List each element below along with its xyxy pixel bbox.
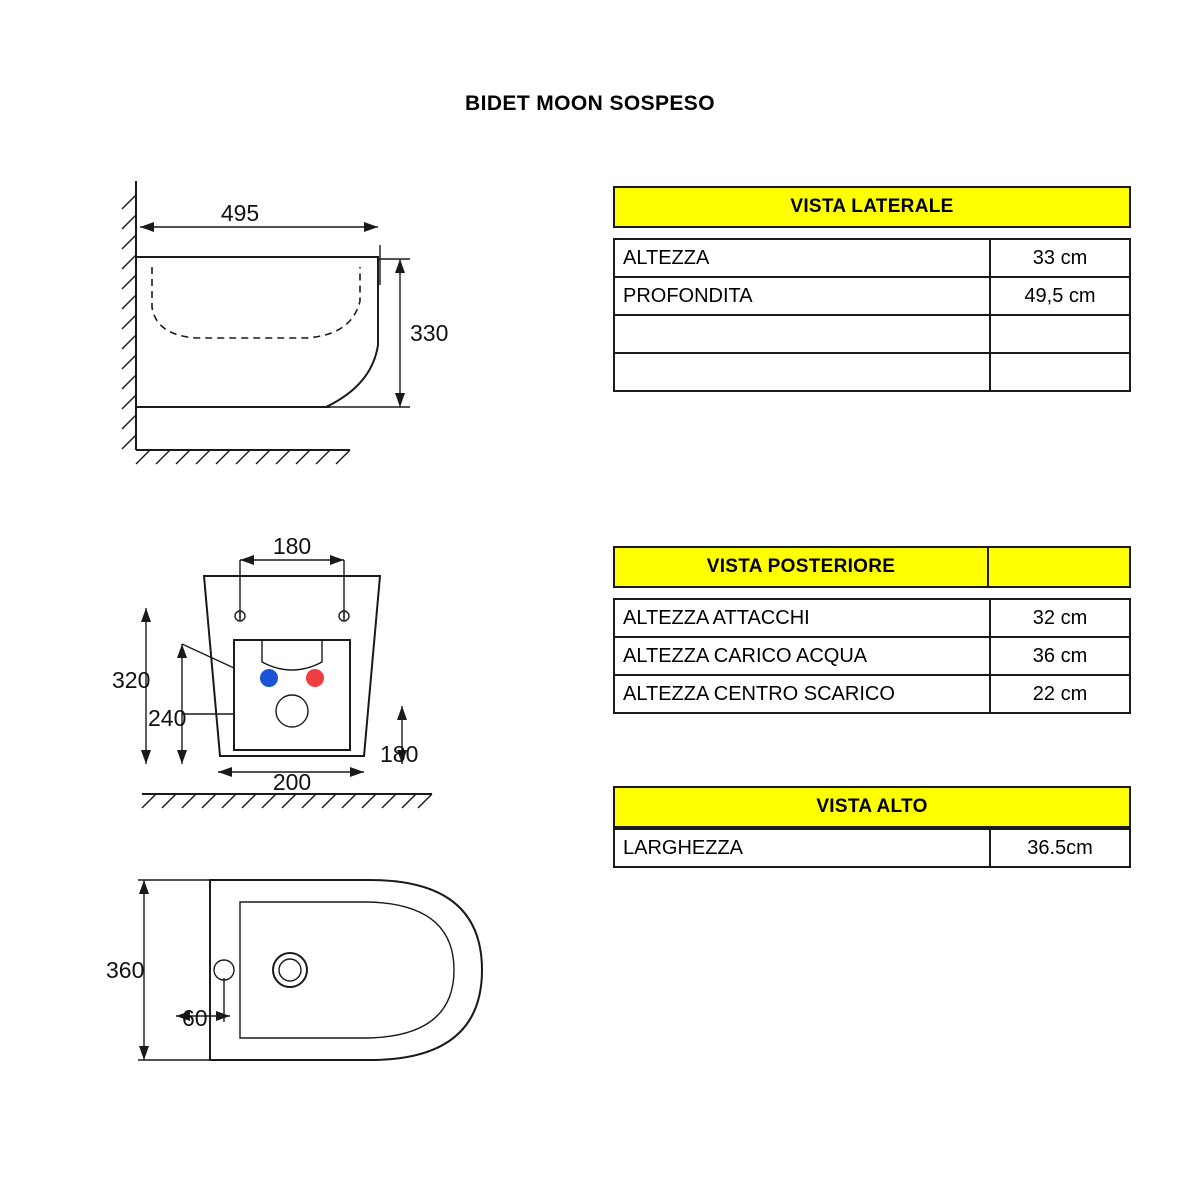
row-label: ALTEZZA CARICO ACQUA — [614, 637, 990, 675]
page-title: BIDET MOON SOSPESO — [465, 92, 715, 115]
svg-text:60: 60 — [182, 1005, 208, 1031]
table-header-side-cell — [987, 548, 1129, 586]
row-value: 32 cm — [990, 599, 1130, 637]
table-row — [614, 829, 1130, 867]
table-vista-alto — [613, 786, 1131, 868]
table-header-label: VISTA LATERALE — [790, 196, 954, 217]
table-header-vista-posteriore — [613, 546, 1131, 588]
row-value: 33 cm — [990, 239, 1130, 277]
svg-text:180: 180 — [380, 741, 419, 767]
svg-text:360: 360 — [106, 957, 145, 983]
spec-table-vista-laterale — [613, 238, 1131, 392]
table-header-label: VISTA ALTO — [816, 796, 928, 817]
table-vista-laterale — [613, 186, 1131, 392]
rear-view-drawing — [112, 528, 472, 828]
table-row — [614, 277, 1130, 315]
spec-table-vista-posteriore — [613, 598, 1131, 714]
row-label: ALTEZZA CENTRO SCARICO — [614, 675, 990, 713]
row-value: 22 cm — [990, 675, 1130, 713]
row-label: PROFONDITA — [614, 277, 990, 315]
row-label: ALTEZZA — [614, 239, 990, 277]
row-value — [990, 353, 1130, 391]
svg-text:200: 200 — [272, 769, 312, 795]
table-vista-posteriore — [613, 546, 1131, 714]
top-view-drawing — [100, 860, 500, 1100]
row-label — [614, 353, 990, 391]
row-label: LARGHEZZA — [614, 829, 990, 867]
table-row — [614, 599, 1130, 637]
spec-table-vista-alto — [613, 828, 1131, 868]
row-value: 36 cm — [990, 637, 1130, 675]
row-value — [990, 315, 1130, 353]
table-header-vista-alto — [613, 786, 1131, 828]
row-label: ALTEZZA ATTACCHI — [614, 599, 990, 637]
table-row — [614, 315, 1130, 353]
table-row — [614, 239, 1130, 277]
svg-text:330: 330 — [410, 320, 449, 346]
table-header-label: VISTA POSTERIORE — [706, 556, 896, 577]
svg-text:495: 495 — [220, 200, 260, 226]
svg-text:240: 240 — [148, 705, 187, 731]
svg-text:180: 180 — [272, 533, 312, 559]
table-row — [614, 637, 1130, 675]
row-label — [614, 315, 990, 353]
svg-text:320: 320 — [112, 667, 151, 693]
table-header-vista-laterale — [613, 186, 1131, 228]
table-row — [614, 353, 1130, 391]
side-view-drawing — [110, 175, 450, 475]
table-row — [614, 675, 1130, 713]
row-value: 36.5cm — [990, 829, 1130, 867]
row-value: 49,5 cm — [990, 277, 1130, 315]
